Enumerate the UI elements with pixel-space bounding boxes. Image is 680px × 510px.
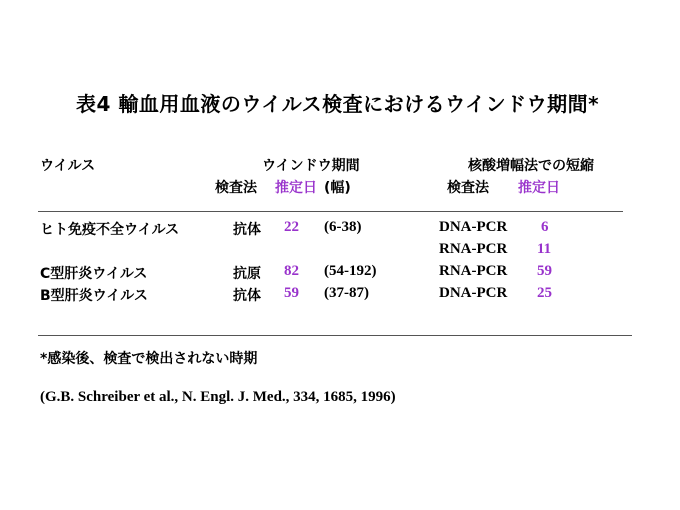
table-row-range: (6-38) (324, 219, 362, 235)
header-nat-estimated-days: 推定日 (518, 180, 560, 196)
page-title: 表4 輸血用血液のウイルス検査におけるウインドウ期間* (76, 92, 600, 116)
header-window-period: ウインドウ期間 (262, 158, 360, 174)
header-range: (幅) (324, 180, 351, 196)
table-row-days: 82 (284, 263, 299, 279)
table-row-virus: ヒト免疫不全ウイルス (40, 222, 180, 238)
table-row-virus: B型肝炎ウイルス (40, 288, 148, 304)
table-top-rule (38, 211, 623, 212)
table-row-test: 抗体 (233, 288, 261, 304)
header-test-method: 検査法 (215, 180, 257, 196)
table-bottom-rule (38, 335, 632, 336)
table-row-nat-test: DNA-PCR (439, 285, 508, 301)
table-row-test: 抗原 (233, 266, 261, 282)
header-nat-group: 核酸増幅法での短縮 (468, 158, 594, 174)
table-row-test: 抗体 (233, 222, 261, 238)
table-row-virus: C型肝炎ウイルス (40, 266, 148, 282)
table-row-nat-test: DNA-PCR (439, 219, 508, 235)
header-estimated-days: 推定日 (275, 180, 317, 196)
table-row-range: (54-192) (324, 263, 377, 279)
table-row-days: 22 (284, 219, 299, 235)
header-virus: ウイルス (40, 158, 96, 174)
table-row-nat-days: 11 (537, 241, 552, 257)
table-row-nat-days: 6 (541, 219, 549, 235)
table-row-nat-days: 59 (537, 263, 552, 279)
table-row-nat-days: 25 (537, 285, 552, 301)
table-row-nat-test: RNA-PCR (439, 263, 508, 279)
table-row-range: (37-87) (324, 285, 369, 301)
citation: (G.B. Schreiber et al., N. Engl. J. Med., 334, 1685, 1996) (40, 389, 396, 405)
header-nat-test-method: 検査法 (447, 180, 489, 196)
table-row-days: 59 (284, 285, 299, 301)
table-row-nat-test: RNA-PCR (439, 241, 508, 257)
footnote: *感染後、検査で検出されない時期 (40, 351, 258, 367)
